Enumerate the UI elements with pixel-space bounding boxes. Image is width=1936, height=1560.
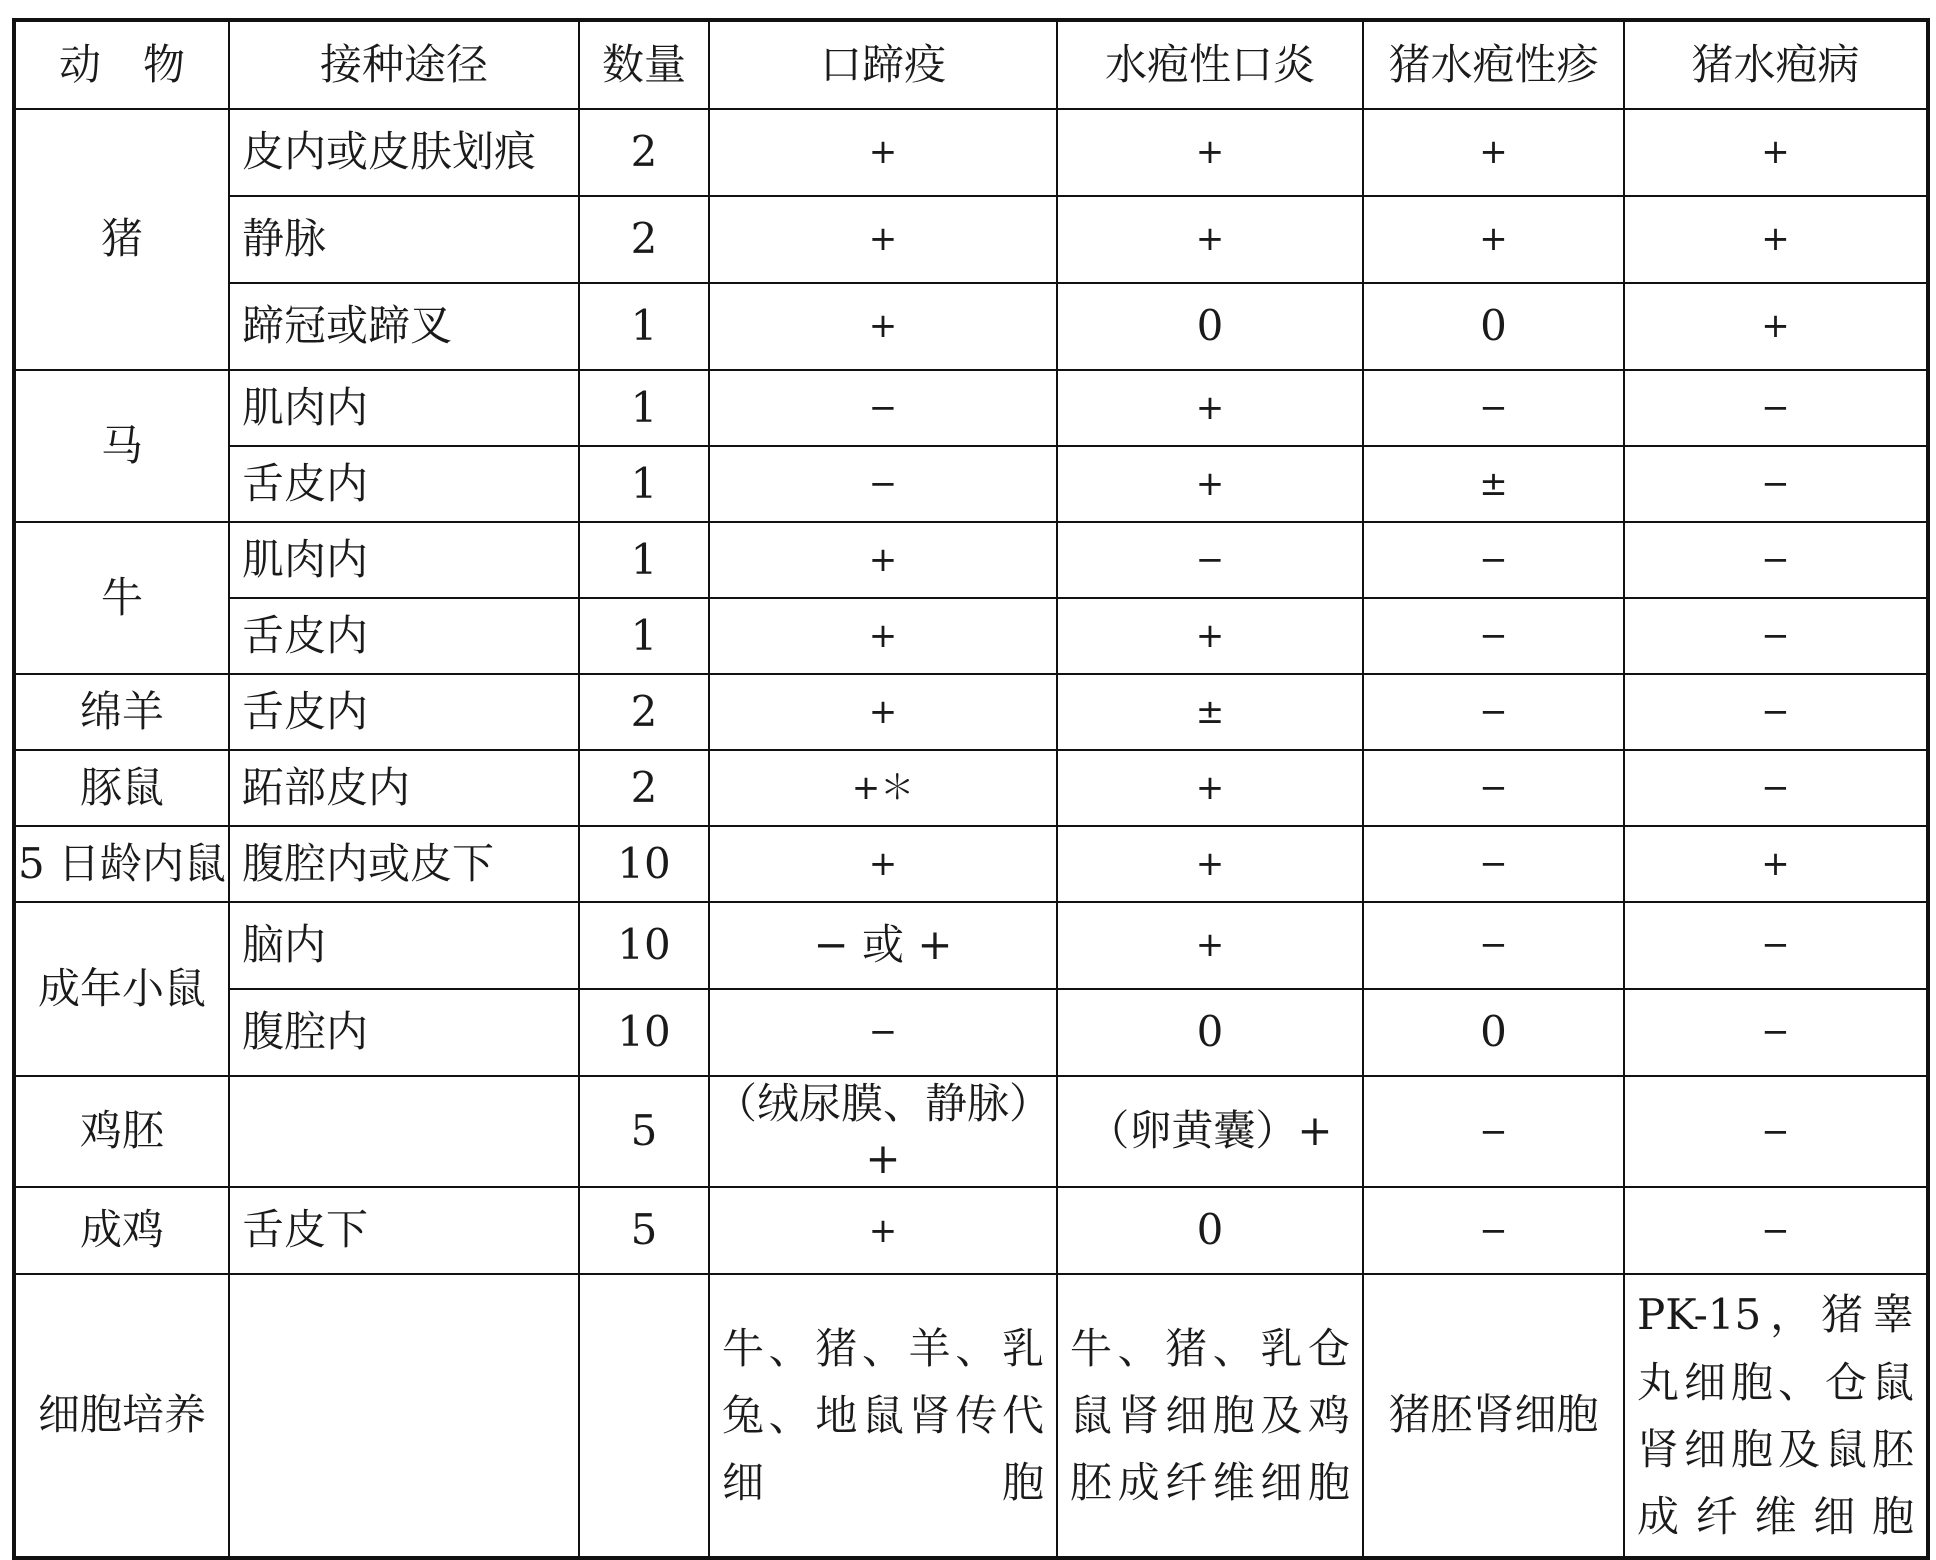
svd-cell: −	[1624, 674, 1928, 750]
table-row	[14, 1274, 1928, 1558]
count-cell: 2	[579, 196, 709, 283]
table-container	[12, 18, 1930, 1560]
route-cell: 舌皮内	[229, 674, 579, 750]
vesv-cell: ±	[1363, 446, 1624, 522]
count-cell: 5	[579, 1076, 709, 1187]
vs-cell: +	[1057, 370, 1363, 446]
route-cell: 舌皮内	[229, 446, 579, 522]
count-cell: 1	[579, 446, 709, 522]
table-row	[14, 522, 1928, 598]
table-row	[14, 750, 1928, 826]
route-cell: 蹄冠或蹄叉	[229, 283, 579, 370]
svd-cell: −	[1624, 446, 1928, 522]
svd-cell: +	[1624, 196, 1928, 283]
svd-cell: −	[1624, 902, 1928, 989]
route-cell	[229, 1274, 579, 1558]
fmd-cell: +＊	[709, 750, 1057, 826]
svd-cell: −	[1624, 750, 1928, 826]
vesv-cell: −	[1363, 826, 1624, 902]
table-row	[14, 598, 1928, 674]
svd-cell: −	[1624, 1187, 1928, 1274]
fmd-cell: +	[709, 109, 1057, 196]
vesv-cell: 0	[1363, 283, 1624, 370]
virus-inoculation-table	[12, 18, 1930, 1560]
vs-cell: +	[1057, 446, 1363, 522]
count-cell: 2	[579, 109, 709, 196]
table-row	[14, 109, 1928, 196]
vesv-cell: −	[1363, 674, 1624, 750]
table-row	[14, 196, 1928, 283]
vesv-cell: +	[1363, 109, 1624, 196]
fmd-cell: −	[709, 989, 1057, 1076]
count-cell: 5	[579, 1187, 709, 1274]
vs-cell: +	[1057, 750, 1363, 826]
vs-cell: −	[1057, 522, 1363, 598]
count-cell: 1	[579, 522, 709, 598]
count-cell: 1	[579, 370, 709, 446]
fmd-cell: +	[709, 826, 1057, 902]
vs-cell: 0	[1057, 1187, 1363, 1274]
count-cell: 10	[579, 826, 709, 902]
vesv-cell: −	[1363, 370, 1624, 446]
animal-cell: 5 日龄内鼠	[14, 826, 229, 902]
vesv-cell: −	[1363, 1187, 1624, 1274]
animal-cell: 鸡胚	[14, 1076, 229, 1187]
vesv-cell: −	[1363, 522, 1624, 598]
count-cell: 2	[579, 750, 709, 826]
animal-cell: 豚鼠	[14, 750, 229, 826]
vesv-cell: −	[1363, 902, 1624, 989]
fmd-cell: 牛、猪、羊、乳兔、地鼠肾传代细胞	[709, 1274, 1057, 1558]
route-cell: 肌肉内	[229, 522, 579, 598]
count-cell: 1	[579, 598, 709, 674]
fmd-cell: +	[709, 674, 1057, 750]
animal-cell: 猪	[14, 109, 229, 370]
table-row	[14, 283, 1928, 370]
svd-cell: −	[1624, 1076, 1928, 1187]
table-row	[14, 826, 1928, 902]
route-cell: 脑内	[229, 902, 579, 989]
vs-cell: +	[1057, 109, 1363, 196]
vs-cell: 0	[1057, 283, 1363, 370]
vesv-cell: −	[1363, 1076, 1624, 1187]
header-svd: 猪水疱病	[1624, 20, 1928, 109]
vesv-cell: 猪胚肾细胞	[1363, 1274, 1624, 1558]
vs-cell: （卵黄囊）+	[1057, 1076, 1363, 1187]
fmd-cell: +	[709, 598, 1057, 674]
animal-cell: 牛	[14, 522, 229, 674]
table-row	[14, 370, 1928, 446]
vs-cell: +	[1057, 598, 1363, 674]
count-cell: 1	[579, 283, 709, 370]
count-cell: 2	[579, 674, 709, 750]
header-animal: 动 物	[14, 20, 229, 109]
fmd-cell: −	[709, 446, 1057, 522]
route-cell	[229, 1076, 579, 1187]
svd-cell: −	[1624, 989, 1928, 1076]
count-cell: 10	[579, 989, 709, 1076]
vesv-cell: −	[1363, 598, 1624, 674]
table-row	[14, 446, 1928, 522]
route-cell: 肌肉内	[229, 370, 579, 446]
header-vesv: 猪水疱性疹	[1363, 20, 1624, 109]
animal-cell: 成鸡	[14, 1187, 229, 1274]
table-row	[14, 674, 1928, 750]
svd-cell: +	[1624, 109, 1928, 196]
header-count: 数量	[579, 20, 709, 109]
animal-cell: 绵羊	[14, 674, 229, 750]
fmd-cell: +	[709, 1187, 1057, 1274]
animal-cell: 马	[14, 370, 229, 522]
vesv-cell: +	[1363, 196, 1624, 283]
table-row	[14, 1076, 1928, 1187]
route-cell: 舌皮内	[229, 598, 579, 674]
route-cell: 皮内或皮肤划痕	[229, 109, 579, 196]
header-route: 接种途径	[229, 20, 579, 109]
svd-cell: −	[1624, 370, 1928, 446]
route-cell: 腹腔内	[229, 989, 579, 1076]
fmd-cell: − 或 +	[709, 902, 1057, 989]
vs-cell: +	[1057, 826, 1363, 902]
route-cell: 腹腔内或皮下	[229, 826, 579, 902]
count-cell	[579, 1274, 709, 1558]
svd-cell: +	[1624, 283, 1928, 370]
route-cell: 舌皮下	[229, 1187, 579, 1274]
fmd-cell: +	[709, 283, 1057, 370]
vesv-cell: −	[1363, 750, 1624, 826]
vs-cell: 牛、猪、乳仓鼠肾细胞及鸡胚成纤维细胞	[1057, 1274, 1363, 1558]
fmd-cell: +	[709, 522, 1057, 598]
animal-cell: 成年小鼠	[14, 902, 229, 1076]
svd-cell: −	[1624, 598, 1928, 674]
vs-cell: +	[1057, 196, 1363, 283]
vs-cell: +	[1057, 902, 1363, 989]
vs-cell: 0	[1057, 989, 1363, 1076]
route-cell: 跖部皮内	[229, 750, 579, 826]
animal-cell: 细胞培养	[14, 1274, 229, 1558]
vs-cell: ±	[1057, 674, 1363, 750]
svd-cell: PK-15，猪睾丸细胞、仓鼠肾细胞及鼠胚成纤维细胞	[1624, 1274, 1928, 1558]
svd-cell: −	[1624, 522, 1928, 598]
table-row	[14, 989, 1928, 1076]
header-row	[14, 20, 1928, 109]
fmd-cell: +	[709, 196, 1057, 283]
count-cell: 10	[579, 902, 709, 989]
header-fmd: 口蹄疫	[709, 20, 1057, 109]
route-cell: 静脉	[229, 196, 579, 283]
fmd-cell: −	[709, 370, 1057, 446]
svd-cell: +	[1624, 826, 1928, 902]
fmd-cell: （绒尿膜、静脉）+	[709, 1076, 1057, 1187]
header-vs: 水疱性口炎	[1057, 20, 1363, 109]
vesv-cell: 0	[1363, 989, 1624, 1076]
table-row	[14, 1187, 1928, 1274]
table-row	[14, 902, 1928, 989]
